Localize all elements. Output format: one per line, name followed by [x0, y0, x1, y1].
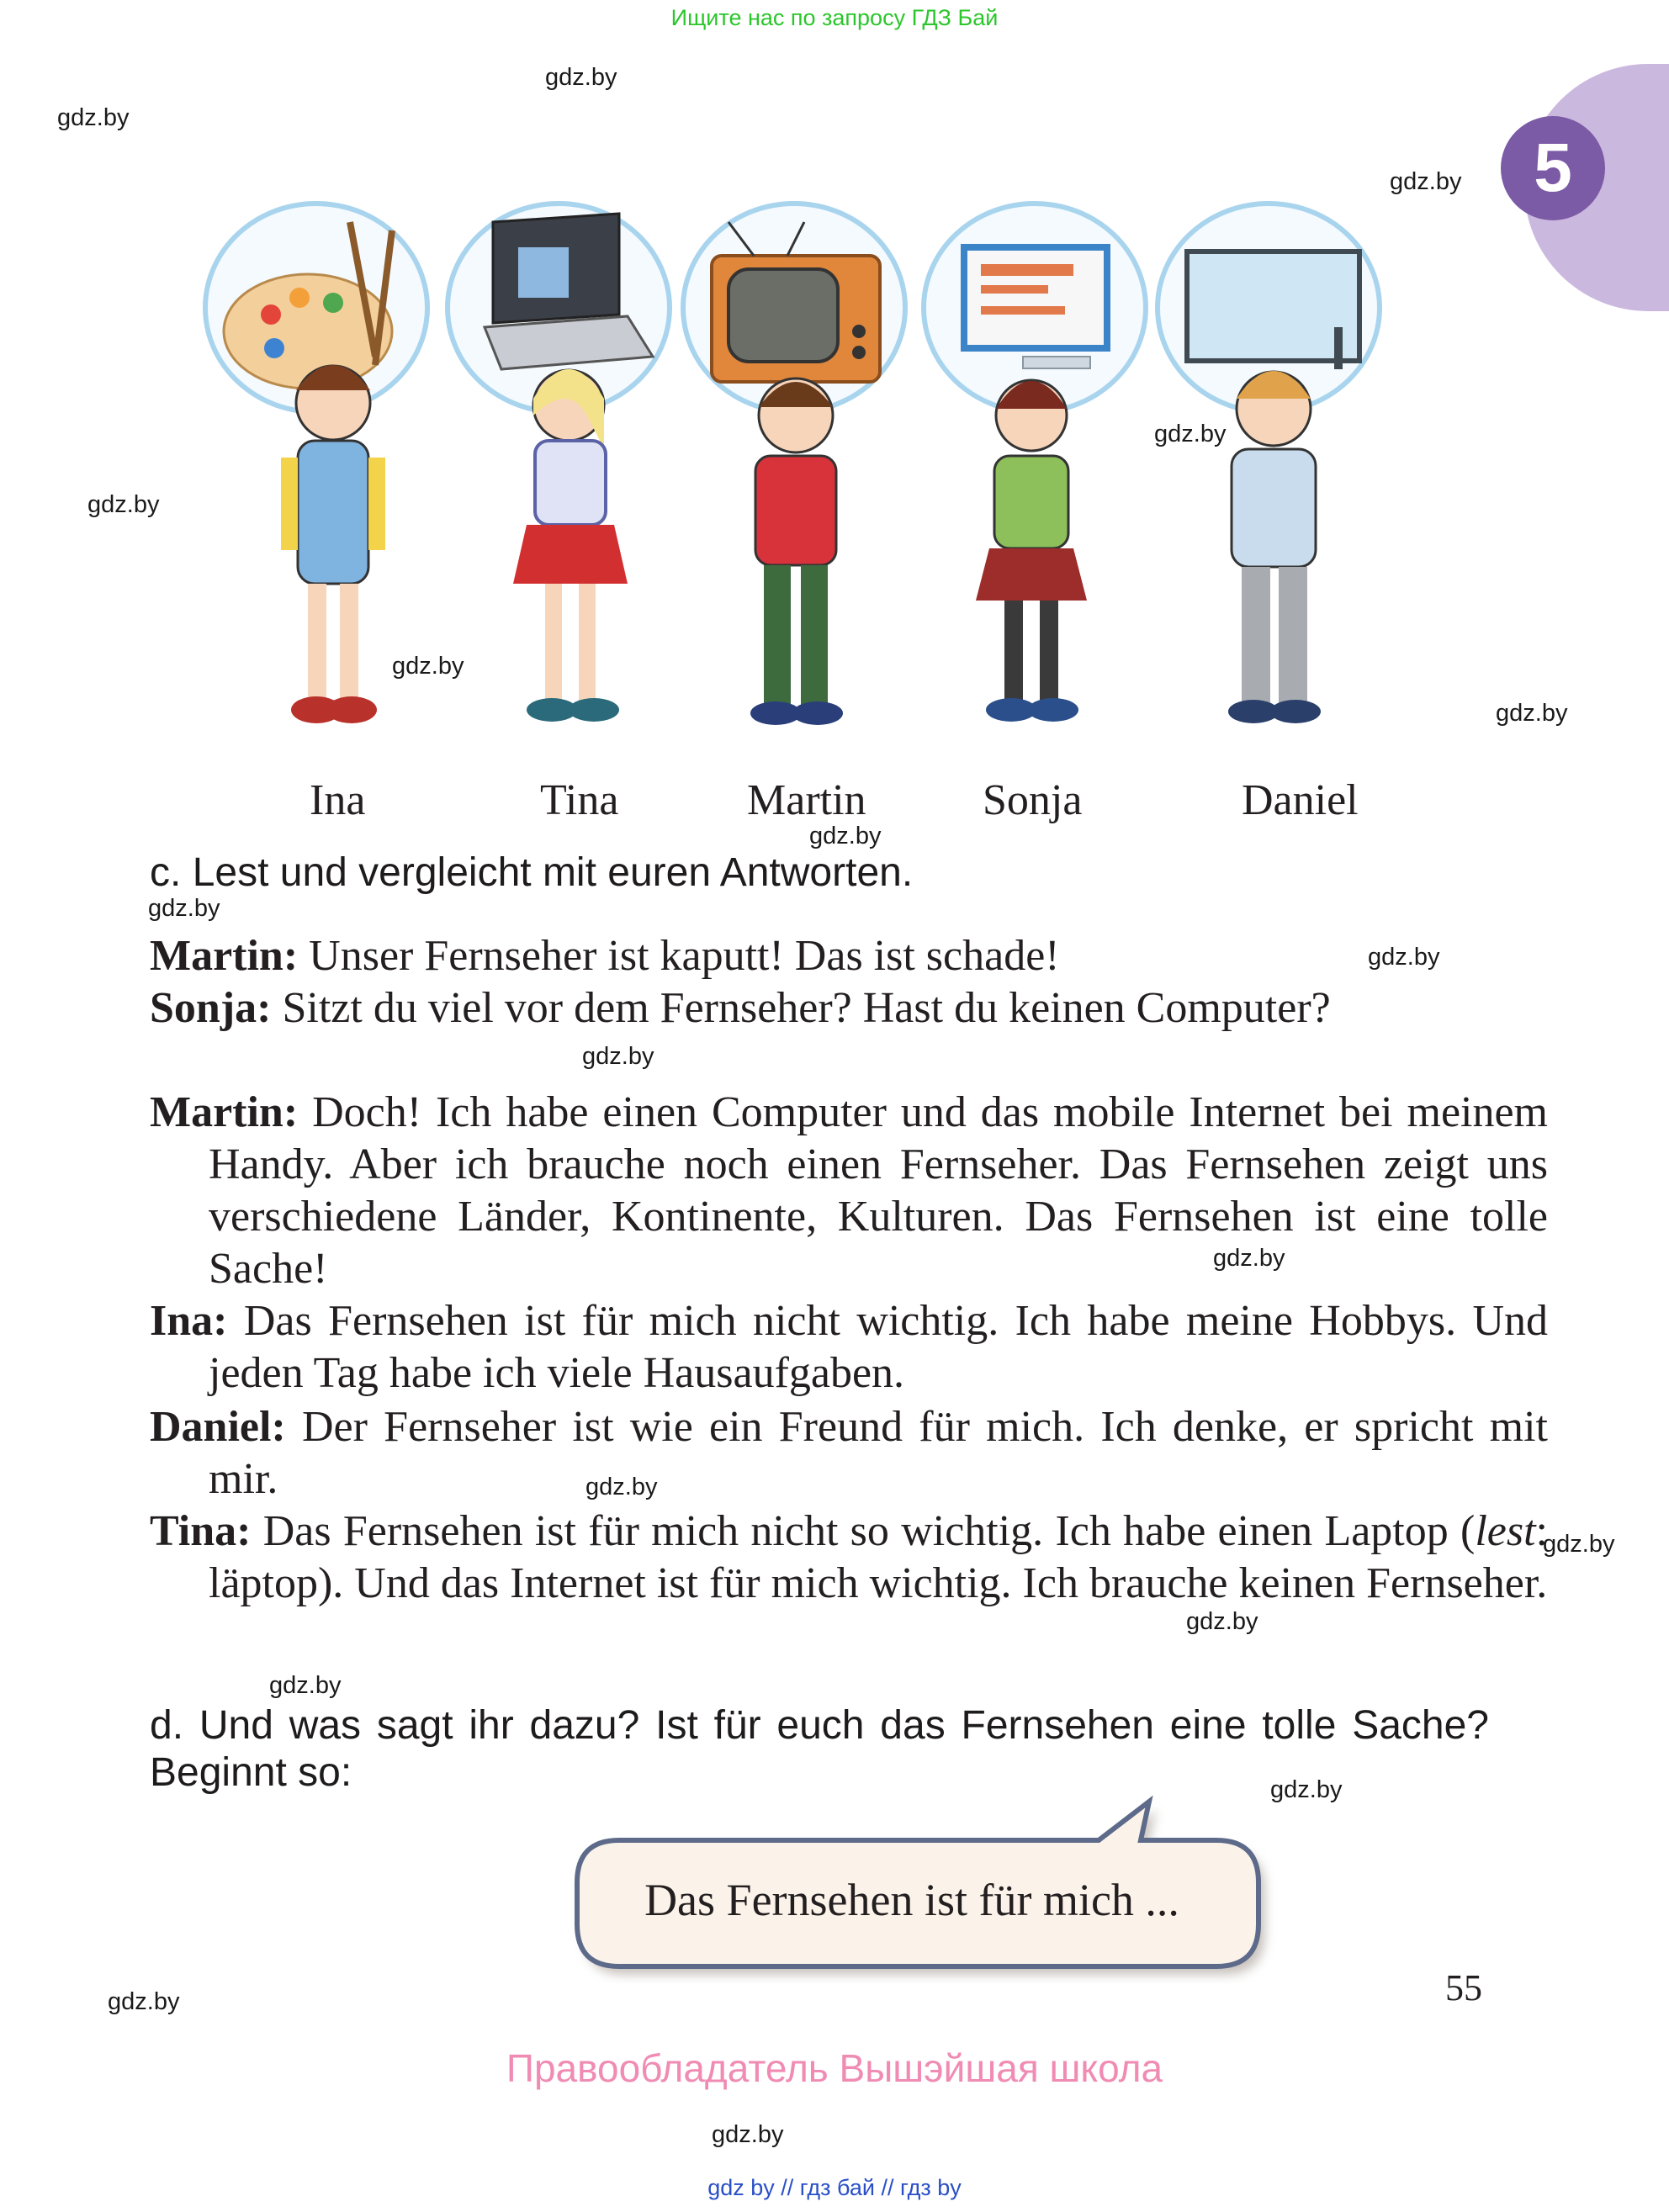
flat-tv-icon [1187, 251, 1359, 369]
dialogue-line [150, 1295, 1548, 1400]
ina-figure [281, 365, 385, 723]
sonja-figure [976, 380, 1087, 722]
top-banner: Ищите нас по запросу ГДЗ Бай [670, 5, 999, 30]
character-name: Daniel [1242, 776, 1359, 824]
watermark: gdz.by [712, 2121, 784, 2148]
speaker-name: Martin: [150, 1088, 299, 1136]
footer-links[interactable]: gdz by // гдз бай // гдз by [707, 2175, 962, 2200]
section-c-heading [150, 849, 913, 896]
watermark: gdz.by [1543, 1531, 1615, 1558]
watermark: gdz.by [1496, 700, 1568, 727]
character-name: Tina [540, 776, 619, 824]
speaker-name: Daniel: [150, 1403, 286, 1451]
dialogue-line [150, 930, 1548, 982]
watermark: gdz.by [1154, 421, 1227, 447]
characters-illustration [199, 188, 1452, 769]
watermark: gdz.by [582, 1043, 654, 1070]
tina-figure [513, 369, 628, 722]
dialogue-text: : läptop). Und das Internet ist für mich wichtig. Ich brauche keinen Fernseher. [209, 1507, 1548, 1607]
watermark: gdz.by [1368, 944, 1440, 971]
chapter-number: 5 [1501, 116, 1605, 220]
rights-holder: Правообладатель Вышэйшая школа [506, 2046, 1163, 2090]
section-d-title: Und was sagt ihr dazu? Ist für euch das Fernsehen eine tolle Sache? Beginnt so: [150, 1703, 1489, 1795]
computer-icon [964, 247, 1107, 368]
watermark: gdz.by [57, 104, 130, 131]
martin-figure [750, 378, 843, 725]
page-number: 55 [1445, 1967, 1482, 2008]
watermark: gdz.by [1390, 168, 1462, 195]
watermark: gdz.by [1213, 1245, 1285, 1272]
dialogue-line [150, 1506, 1548, 1610]
watermark: gdz.by [392, 653, 464, 680]
section-c-letter: c. [150, 850, 182, 895]
watermark: gdz.by [545, 64, 617, 91]
watermark: gdz.by [809, 823, 882, 849]
section-d-heading [150, 1702, 1489, 1797]
speaker-name: Ina: [150, 1297, 228, 1345]
character-name: Ina [310, 776, 366, 824]
dialogue-text: Sitzt du viel vor dem Fernseher? Hast du keinen Computer? [282, 984, 1331, 1032]
dialogue-italic: lest [1475, 1507, 1536, 1555]
dialogue-line [150, 982, 1548, 1035]
dialogue-line [150, 1401, 1548, 1506]
section-c-title: Lest und vergleicht mit euren Antworten. [192, 850, 914, 895]
speaker-name: Tina: [150, 1507, 252, 1555]
dialogue-line [150, 1087, 1548, 1295]
speaker-name: Sonja: [150, 984, 272, 1032]
watermark: gdz.by [585, 1474, 658, 1500]
dialogue-text: Der Fernseher ist wie ein Freund für mich. Ich denke, er spricht mit mir. [209, 1403, 1549, 1503]
section-d-letter: d. [150, 1703, 184, 1748]
daniel-figure [1228, 371, 1321, 723]
watermark: gdz.by [148, 895, 220, 922]
dialogue-text: Das Fernsehen ist für mich nicht so wichtig. Ich habe einen Laptop ( [262, 1507, 1476, 1555]
bubble-text: Das Fernsehen ist für mich ... [644, 1875, 1179, 1925]
character-name: Sonja [983, 776, 1083, 824]
watermark: gdz.by [108, 1988, 180, 2015]
watermark: gdz.by [87, 491, 160, 518]
watermark: gdz.by [1270, 1776, 1343, 1803]
dialogue-text: Das Fernsehen ist für mich nicht wichtig. Ich habe meine Hobbys. Und jeden Tag habe ich viele Hausaufgaben. [209, 1297, 1548, 1397]
watermark: gdz.by [1186, 1608, 1258, 1635]
watermark: gdz.by [269, 1672, 342, 1699]
speaker-name: Martin: [150, 932, 299, 980]
character-name: Martin [747, 776, 866, 824]
dialogue-text: Doch! Ich habe einen Computer und das mobile Internet bei meinem Handy. Aber ich brauche noch einen Fernseher. Das Fernsehen zeigt uns verschiedene Länder, Kontinente, Kulturen. Das Fernsehen ist eine tolle Sache! [209, 1088, 1548, 1293]
dialogue-text: Unser Fernseher ist kaputt! Das ist schade! [309, 932, 1060, 980]
